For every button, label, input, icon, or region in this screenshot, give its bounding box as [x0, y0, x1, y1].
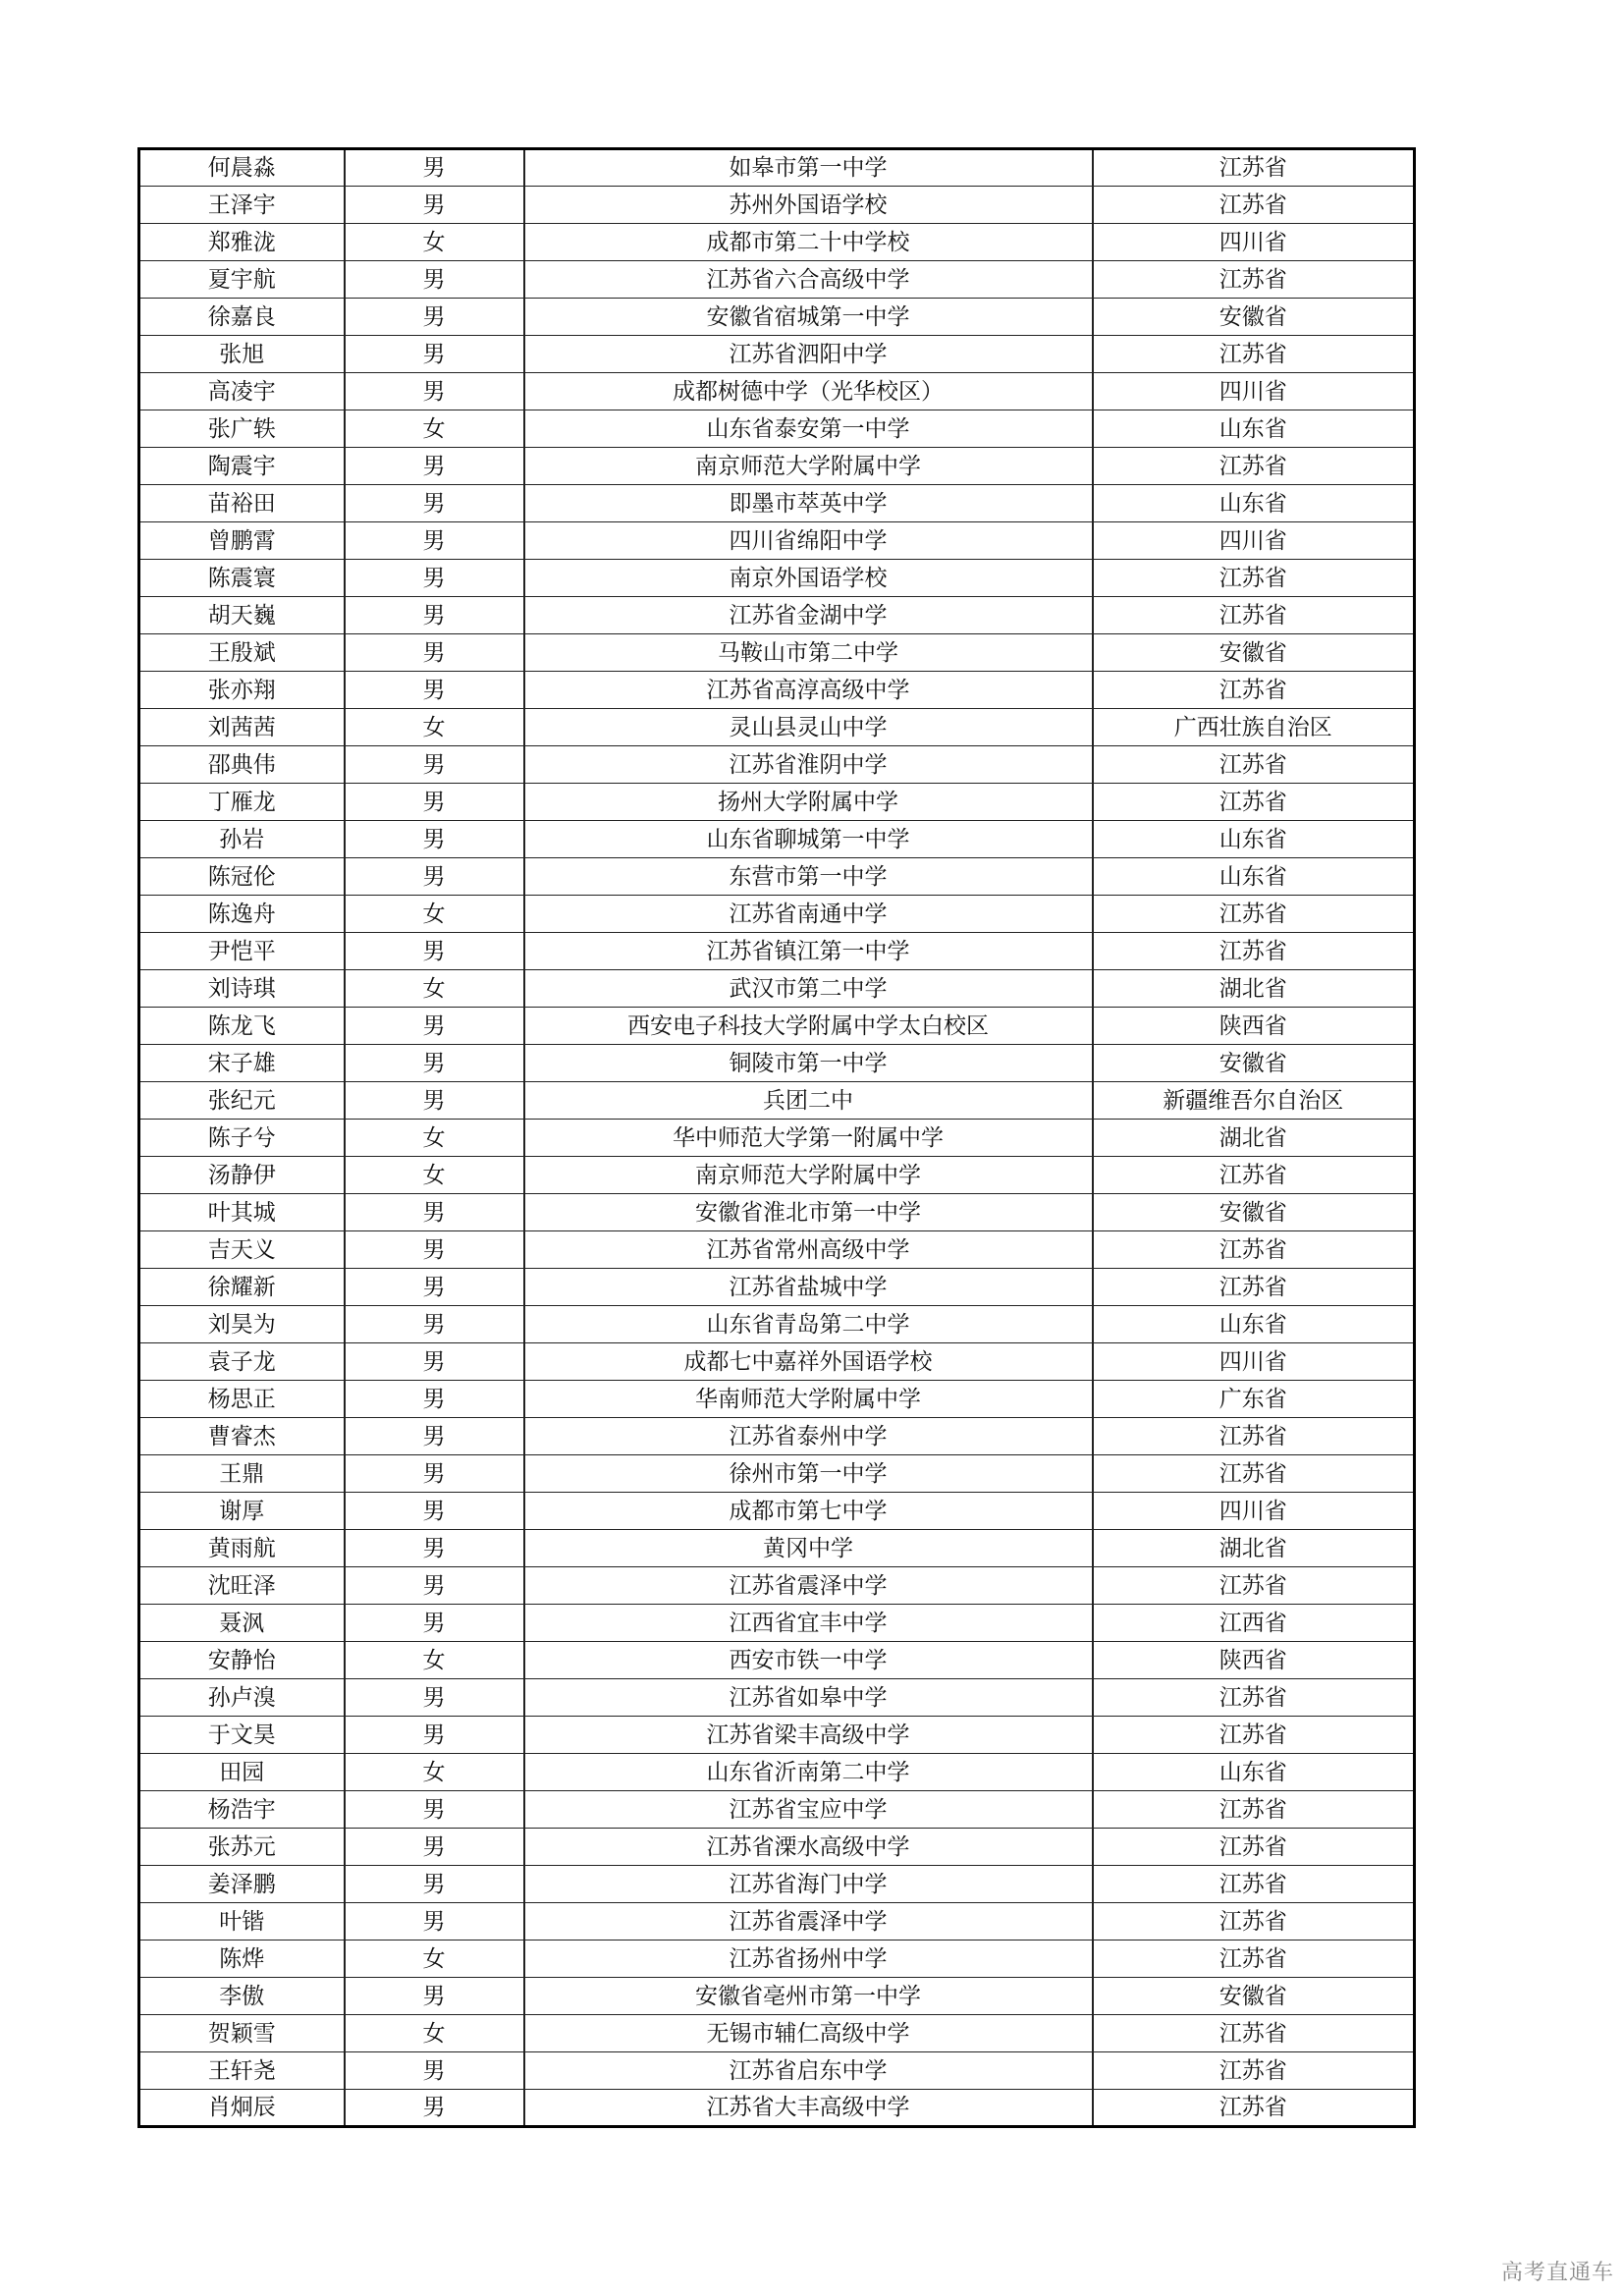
table-row	[139, 970, 1415, 1008]
school-cell: 山东省聊城第一中学	[524, 821, 1093, 858]
province-cell: 江苏省	[1093, 1679, 1415, 1717]
name-cell: 苗裕田	[139, 485, 345, 522]
school-cell: 西安市铁一中学	[524, 1642, 1093, 1679]
school-cell: 江苏省泰州中学	[524, 1418, 1093, 1455]
watermark-text: 高考直通车	[1500, 2261, 1614, 2285]
table-row	[139, 1679, 1415, 1717]
name-cell: 郑雅泷	[139, 224, 345, 261]
gender-cell: 男	[345, 522, 524, 560]
name-cell: 汤静伊	[139, 1157, 345, 1194]
province-cell: 湖北省	[1093, 1120, 1415, 1157]
table-row	[139, 1903, 1415, 1941]
name-cell: 曹睿杰	[139, 1418, 345, 1455]
school-cell: 江苏省启东中学	[524, 2052, 1093, 2090]
gender-cell: 男	[345, 933, 524, 970]
gender-cell: 男	[345, 672, 524, 709]
gender-cell: 女	[345, 1157, 524, 1194]
gender-cell: 男	[345, 1567, 524, 1605]
school-cell: 成都树德中学（光华校区）	[524, 373, 1093, 410]
province-cell: 四川省	[1093, 1343, 1415, 1381]
school-cell: 江苏省梁丰高级中学	[524, 1717, 1093, 1754]
school-cell: 江苏省宝应中学	[524, 1791, 1093, 1829]
name-cell: 陈龙飞	[139, 1008, 345, 1045]
name-cell: 贺颖雪	[139, 2015, 345, 2052]
table-row	[139, 1530, 1415, 1567]
gender-cell: 男	[345, 1306, 524, 1343]
school-cell: 山东省泰安第一中学	[524, 410, 1093, 448]
name-cell: 张广轶	[139, 410, 345, 448]
gender-cell: 女	[345, 1642, 524, 1679]
school-cell: 如皋市第一中学	[524, 149, 1093, 187]
table-row	[139, 1231, 1415, 1269]
province-cell: 湖北省	[1093, 1530, 1415, 1567]
gender-cell: 男	[345, 373, 524, 410]
name-cell: 徐嘉良	[139, 299, 345, 336]
table-row	[139, 448, 1415, 485]
gender-cell: 男	[345, 1418, 524, 1455]
school-cell: 南京师范大学附属中学	[524, 448, 1093, 485]
province-cell: 安徽省	[1093, 1978, 1415, 2015]
school-cell: 江苏省六合高级中学	[524, 261, 1093, 299]
school-cell: 江苏省震泽中学	[524, 1567, 1093, 1605]
province-cell: 新疆维吾尔自治区	[1093, 1082, 1415, 1120]
gender-cell: 男	[345, 1717, 524, 1754]
province-cell: 江苏省	[1093, 896, 1415, 933]
province-cell: 江苏省	[1093, 1791, 1415, 1829]
school-cell: 铜陵市第一中学	[524, 1045, 1093, 1082]
table-row	[139, 1791, 1415, 1829]
gender-cell: 男	[345, 634, 524, 672]
gender-cell: 男	[345, 485, 524, 522]
table-row	[139, 1978, 1415, 2015]
province-cell: 江苏省	[1093, 1231, 1415, 1269]
school-cell: 江苏省大丰高级中学	[524, 2090, 1093, 2127]
province-cell: 四川省	[1093, 373, 1415, 410]
name-cell: 袁子龙	[139, 1343, 345, 1381]
name-cell: 陈震寰	[139, 560, 345, 597]
school-cell: 山东省沂南第二中学	[524, 1754, 1093, 1791]
table-row	[139, 1306, 1415, 1343]
table-row	[139, 1866, 1415, 1903]
school-cell: 西安电子科技大学附属中学太白校区	[524, 1008, 1093, 1045]
gender-cell: 男	[345, 1530, 524, 1567]
school-cell: 江苏省镇江第一中学	[524, 933, 1093, 970]
name-cell: 王鼎	[139, 1455, 345, 1493]
province-cell: 山东省	[1093, 485, 1415, 522]
table-row	[139, 1194, 1415, 1231]
gender-cell: 男	[345, 448, 524, 485]
school-cell: 江苏省南通中学	[524, 896, 1093, 933]
name-cell: 叶其城	[139, 1194, 345, 1231]
province-cell: 山东省	[1093, 821, 1415, 858]
school-cell: 江苏省金湖中学	[524, 597, 1093, 634]
school-cell: 安徽省宿城第一中学	[524, 299, 1093, 336]
province-cell: 江苏省	[1093, 2090, 1415, 2127]
gender-cell: 男	[345, 1493, 524, 1530]
province-cell: 山东省	[1093, 410, 1415, 448]
name-cell: 宋子雄	[139, 1045, 345, 1082]
gender-cell: 男	[345, 336, 524, 373]
name-cell: 张亦翔	[139, 672, 345, 709]
gender-cell: 女	[345, 709, 524, 746]
school-cell: 四川省绵阳中学	[524, 522, 1093, 560]
province-cell: 江苏省	[1093, 1455, 1415, 1493]
province-cell: 安徽省	[1093, 634, 1415, 672]
name-cell: 曾鹏霄	[139, 522, 345, 560]
table-row	[139, 1120, 1415, 1157]
name-cell: 刘昊为	[139, 1306, 345, 1343]
name-cell: 肖炯辰	[139, 2090, 345, 2127]
school-cell: 成都七中嘉祥外国语学校	[524, 1343, 1093, 1381]
school-cell: 安徽省淮北市第一中学	[524, 1194, 1093, 1231]
province-cell: 广西壮族自治区	[1093, 709, 1415, 746]
gender-cell: 男	[345, 149, 524, 187]
province-cell: 江苏省	[1093, 2052, 1415, 2090]
school-cell: 江西省宜丰中学	[524, 1605, 1093, 1642]
name-cell: 杨思正	[139, 1381, 345, 1418]
name-cell: 叶锴	[139, 1903, 345, 1941]
name-cell: 胡天巍	[139, 597, 345, 634]
table-row	[139, 933, 1415, 970]
gender-cell: 男	[345, 1008, 524, 1045]
gender-cell: 男	[345, 784, 524, 821]
province-cell: 江苏省	[1093, 1418, 1415, 1455]
school-cell: 武汉市第二中学	[524, 970, 1093, 1008]
table-row	[139, 1269, 1415, 1306]
province-cell: 江苏省	[1093, 1829, 1415, 1866]
gender-cell: 女	[345, 896, 524, 933]
name-cell: 刘茜茜	[139, 709, 345, 746]
table-row	[139, 560, 1415, 597]
name-cell: 陈子兮	[139, 1120, 345, 1157]
gender-cell: 男	[345, 1381, 524, 1418]
gender-cell: 男	[345, 2090, 524, 2127]
name-cell: 吉天义	[139, 1231, 345, 1269]
table-row	[139, 2015, 1415, 2052]
name-cell: 沈旺泽	[139, 1567, 345, 1605]
table-row	[139, 821, 1415, 858]
province-cell: 江苏省	[1093, 784, 1415, 821]
name-cell: 陶震宇	[139, 448, 345, 485]
roster-table-body	[139, 149, 1415, 2127]
province-cell: 江苏省	[1093, 1567, 1415, 1605]
school-cell: 江苏省海门中学	[524, 1866, 1093, 1903]
name-cell: 张旭	[139, 336, 345, 373]
gender-cell: 男	[345, 1866, 524, 1903]
name-cell: 邵典伟	[139, 746, 345, 784]
name-cell: 姜泽鹏	[139, 1866, 345, 1903]
school-cell: 成都市第七中学	[524, 1493, 1093, 1530]
school-cell: 江苏省如皋中学	[524, 1679, 1093, 1717]
province-cell: 山东省	[1093, 1306, 1415, 1343]
name-cell: 刘诗琪	[139, 970, 345, 1008]
province-cell: 江苏省	[1093, 746, 1415, 784]
province-cell: 江苏省	[1093, 2015, 1415, 2052]
province-cell: 江苏省	[1093, 1941, 1415, 1978]
name-cell: 陈烨	[139, 1941, 345, 1978]
province-cell: 安徽省	[1093, 1194, 1415, 1231]
school-cell: 苏州外国语学校	[524, 187, 1093, 224]
name-cell: 张苏元	[139, 1829, 345, 1866]
table-row	[139, 1829, 1415, 1866]
gender-cell: 男	[345, 1045, 524, 1082]
school-cell: 江苏省泗阳中学	[524, 336, 1093, 373]
school-cell: 南京师范大学附属中学	[524, 1157, 1093, 1194]
province-cell: 山东省	[1093, 1754, 1415, 1791]
name-cell: 黄雨航	[139, 1530, 345, 1567]
province-cell: 江苏省	[1093, 560, 1415, 597]
school-cell: 江苏省高淳高级中学	[524, 672, 1093, 709]
province-cell: 江苏省	[1093, 672, 1415, 709]
table-row	[139, 597, 1415, 634]
name-cell: 谢厚	[139, 1493, 345, 1530]
gender-cell: 男	[345, 1978, 524, 2015]
province-cell: 四川省	[1093, 224, 1415, 261]
table-row	[139, 709, 1415, 746]
province-cell: 陕西省	[1093, 1642, 1415, 1679]
gender-cell: 男	[345, 187, 524, 224]
gender-cell: 男	[345, 1269, 524, 1306]
province-cell: 江苏省	[1093, 1269, 1415, 1306]
table-row	[139, 1754, 1415, 1791]
gender-cell: 男	[345, 2052, 524, 2090]
school-cell: 华中师范大学第一附属中学	[524, 1120, 1093, 1157]
table-row	[139, 1157, 1415, 1194]
province-cell: 江苏省	[1093, 187, 1415, 224]
school-cell: 徐州市第一中学	[524, 1455, 1093, 1493]
gender-cell: 男	[345, 1829, 524, 1866]
gender-cell: 男	[345, 1231, 524, 1269]
school-cell: 江苏省溧水高级中学	[524, 1829, 1093, 1866]
name-cell: 于文昊	[139, 1717, 345, 1754]
school-cell: 华南师范大学附属中学	[524, 1381, 1093, 1418]
table-row	[139, 2090, 1415, 2127]
gender-cell: 男	[345, 746, 524, 784]
province-cell: 安徽省	[1093, 299, 1415, 336]
gender-cell: 女	[345, 1120, 524, 1157]
table-row	[139, 896, 1415, 933]
province-cell: 江苏省	[1093, 336, 1415, 373]
province-cell: 山东省	[1093, 858, 1415, 896]
name-cell: 王轩尧	[139, 2052, 345, 2090]
gender-cell: 男	[345, 1194, 524, 1231]
name-cell: 孙卢溴	[139, 1679, 345, 1717]
school-cell: 扬州大学附属中学	[524, 784, 1093, 821]
name-cell: 李傲	[139, 1978, 345, 2015]
province-cell: 四川省	[1093, 1493, 1415, 1530]
table-row	[139, 336, 1415, 373]
name-cell: 张纪元	[139, 1082, 345, 1120]
name-cell: 安静怡	[139, 1642, 345, 1679]
gender-cell: 男	[345, 597, 524, 634]
gender-cell: 男	[345, 1343, 524, 1381]
school-cell: 江苏省扬州中学	[524, 1941, 1093, 1978]
roster-table-container	[137, 147, 1413, 2128]
table-row	[139, 1642, 1415, 1679]
table-row	[139, 1493, 1415, 1530]
table-row	[139, 858, 1415, 896]
table-row	[139, 1008, 1415, 1045]
gender-cell: 男	[345, 1679, 524, 1717]
province-cell: 江苏省	[1093, 933, 1415, 970]
table-row	[139, 485, 1415, 522]
school-cell: 无锡市辅仁高级中学	[524, 2015, 1093, 2052]
province-cell: 江苏省	[1093, 261, 1415, 299]
gender-cell: 男	[345, 821, 524, 858]
school-cell: 黄冈中学	[524, 1530, 1093, 1567]
table-row	[139, 746, 1415, 784]
table-row	[139, 149, 1415, 187]
name-cell: 田园	[139, 1754, 345, 1791]
name-cell: 夏宇航	[139, 261, 345, 299]
school-cell: 东营市第一中学	[524, 858, 1093, 896]
table-row	[139, 261, 1415, 299]
province-cell: 陕西省	[1093, 1008, 1415, 1045]
school-cell: 安徽省亳州市第一中学	[524, 1978, 1093, 2015]
table-row	[139, 373, 1415, 410]
gender-cell: 男	[345, 1791, 524, 1829]
name-cell: 孙岩	[139, 821, 345, 858]
name-cell: 徐耀新	[139, 1269, 345, 1306]
table-row	[139, 2052, 1415, 2090]
gender-cell: 女	[345, 410, 524, 448]
name-cell: 尹恺平	[139, 933, 345, 970]
province-cell: 湖北省	[1093, 970, 1415, 1008]
school-cell: 成都市第二十中学校	[524, 224, 1093, 261]
province-cell: 江苏省	[1093, 149, 1415, 187]
gender-cell: 男	[345, 1082, 524, 1120]
table-row	[139, 634, 1415, 672]
school-cell: 江苏省淮阴中学	[524, 746, 1093, 784]
table-row	[139, 410, 1415, 448]
school-cell: 江苏省常州高级中学	[524, 1231, 1093, 1269]
table-row	[139, 522, 1415, 560]
school-cell: 兵团二中	[524, 1082, 1093, 1120]
gender-cell: 男	[345, 1903, 524, 1941]
table-row	[139, 1343, 1415, 1381]
name-cell: 杨浩宇	[139, 1791, 345, 1829]
table-row	[139, 1381, 1415, 1418]
name-cell: 王殷斌	[139, 634, 345, 672]
province-cell: 江苏省	[1093, 1717, 1415, 1754]
province-cell: 安徽省	[1093, 1045, 1415, 1082]
province-cell: 江苏省	[1093, 1903, 1415, 1941]
table-row	[139, 224, 1415, 261]
table-row	[139, 1418, 1415, 1455]
table-row	[139, 1605, 1415, 1642]
name-cell: 陈逸舟	[139, 896, 345, 933]
school-cell: 江苏省盐城中学	[524, 1269, 1093, 1306]
school-cell: 南京外国语学校	[524, 560, 1093, 597]
gender-cell: 女	[345, 224, 524, 261]
gender-cell: 男	[345, 858, 524, 896]
table-row	[139, 187, 1415, 224]
gender-cell: 女	[345, 1754, 524, 1791]
province-cell: 江西省	[1093, 1605, 1415, 1642]
gender-cell: 女	[345, 970, 524, 1008]
province-cell: 四川省	[1093, 522, 1415, 560]
province-cell: 江苏省	[1093, 1157, 1415, 1194]
name-cell: 陈冠伦	[139, 858, 345, 896]
gender-cell: 男	[345, 1605, 524, 1642]
table-row	[139, 1082, 1415, 1120]
table-row	[139, 1567, 1415, 1605]
table-row	[139, 1717, 1415, 1754]
table-row	[139, 672, 1415, 709]
table-row	[139, 784, 1415, 821]
gender-cell: 女	[345, 1941, 524, 1978]
table-row	[139, 1941, 1415, 1978]
school-cell: 山东省青岛第二中学	[524, 1306, 1093, 1343]
school-cell: 江苏省震泽中学	[524, 1903, 1093, 1941]
gender-cell: 男	[345, 261, 524, 299]
province-cell: 江苏省	[1093, 1866, 1415, 1903]
name-cell: 王泽宇	[139, 187, 345, 224]
province-cell: 广东省	[1093, 1381, 1415, 1418]
name-cell: 何晨淼	[139, 149, 345, 187]
school-cell: 即墨市萃英中学	[524, 485, 1093, 522]
school-cell: 马鞍山市第二中学	[524, 634, 1093, 672]
province-cell: 江苏省	[1093, 597, 1415, 634]
table-row	[139, 1455, 1415, 1493]
gender-cell: 男	[345, 1455, 524, 1493]
name-cell: 高凌宇	[139, 373, 345, 410]
gender-cell: 女	[345, 2015, 524, 2052]
school-cell: 灵山县灵山中学	[524, 709, 1093, 746]
name-cell: 聂沨	[139, 1605, 345, 1642]
province-cell: 江苏省	[1093, 448, 1415, 485]
name-cell: 丁雁龙	[139, 784, 345, 821]
gender-cell: 男	[345, 560, 524, 597]
table-row	[139, 1045, 1415, 1082]
table-row	[139, 299, 1415, 336]
gender-cell: 男	[345, 299, 524, 336]
roster-table	[137, 147, 1416, 2128]
